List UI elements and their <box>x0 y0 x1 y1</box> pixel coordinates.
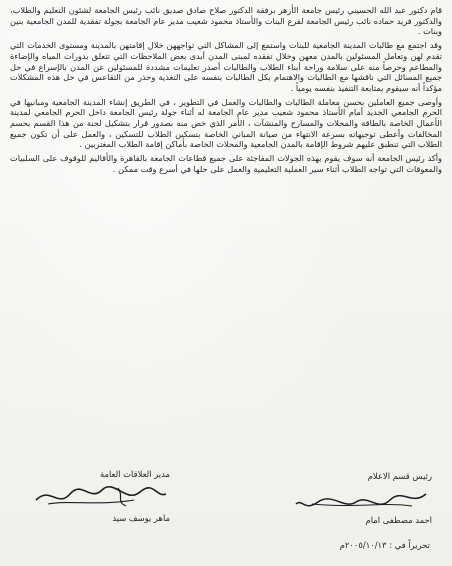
handwritten-signature-left <box>30 482 170 510</box>
document-body <box>10 5 442 178</box>
signature-title-left: مدير العلاقات العامة <box>100 469 170 479</box>
signature-name-right: احمد مصطفى امام <box>365 515 432 525</box>
signature-block-left <box>20 468 170 524</box>
paragraph-1: قام دكتور عبد الله الحسيني رئيس جامعة الأزهر برفقة الدكتور صلاح صادق صديق نائب رئيس الجامعة لشئون التعليم والطلاب، والدكتور فريد حماده نائب رئيس الجامعة لفرع البنات والأستاذ محمود شعيب مدير عام الجامعة بجولة تفقدية للمدن الجامعية بنين وبنات . <box>10 5 442 37</box>
signature-name-left: ماهر يوسف سيد <box>112 513 170 523</box>
paragraph-4: وأكد رئيس الجامعة أنه سوف يقوم بهذه الجولات المفاجئة على جميع قطاعات الجامعة بالقاهرة والأقاليم للوقوف على السلبيات والمعوقات التي تواجه الطلاب أثناء سير العملية التعليمية والعمل على حلها في أسرع وقت ممكن . <box>10 153 442 174</box>
handwritten-signature-right <box>292 484 432 512</box>
signature-block-right <box>272 470 432 526</box>
signature-title-right: رئيس قسم الاعلام <box>367 471 432 481</box>
paragraph-2: وقد اجتمع مع طالبات المدينة الجامعية للبنات واستمع إلى المشاكل التي تواجههن خلال إقامتهن بالمدينة ومستوى الخدمات التي تقدم لهن وتعامل المسئولين بالمدن معهن وخلال تفقده لمبنى المدن أبدى بعض الملاحظات التي تتعلق بدورات المياه والإضاءة والمطاعم وحرصاً منه على سلامة وراحة أبناء الطلاب والطالبات أصدر تعليمات مشددة للمسئولين عن المدن بالإسراع في حل جميع المسائل التي ناقشها مع الطالبات والاهتمام بكل الطالبات بنفسه على التغذية وحذر من التقاعس في حل هذه المشكلات مؤكداً أنه سيقوم بمتابعة التنفيذ بنفسه يومياً . <box>10 40 442 93</box>
document-date: تحريراً في : ٢٠٠٥/١٠/١٣م <box>339 540 430 550</box>
paragraph-3: وأوصى جميع العاملين بحسن معاملة الطالبات والطالبات والعمل في التطوير ، في الطريق إنشاء المدينة الجامعية ومبانيها في الحرم الجامعي الجديد أمام الأستاذ محمود شعيب مدير عام الجامعة له أثناء جولة رئيس الجامعة داخل الحرم الجامعي لمدينة الأعمال الخاصة بالطاقة والمحلات والمسارح والمنشآت ، الأمر الذي خص منه بصدور قرار بتشكيل لجنة من هذا القسم بحسم المخالفات وأعطى توجيهاته بسرعة الانتهاء من صيانة المباني الخاصة بتسكين الطلاب للتسكين ، والعمل على أن تكون جميع الطلاب التي تنطبق عليهم شروط الإقامة بالمدن الجامعية والمحلات الخاصة بأماكن إقامة الطلاب المغتربين . <box>10 96 442 150</box>
